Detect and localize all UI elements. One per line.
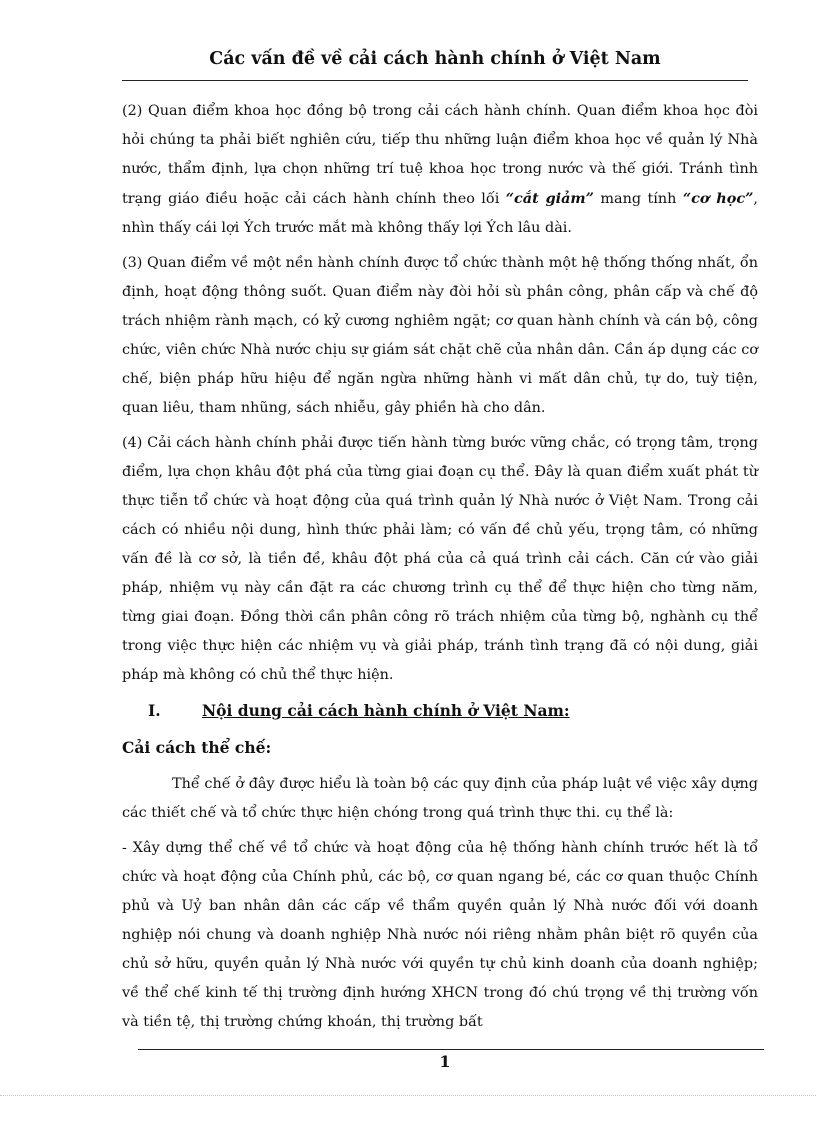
paragraph-3: (3) Quan điểm về một nền hành chính được tổ chức thành một hệ thống thống nhất, ổn định, hoạt động thông suốt. Quan điểm này đòi hỏi sù phân công, phân cấp và chế độ trách nhiệm rành mạch, có kỷ cương nghiêm ngặt; cơ quan hành chính và cán bộ, công chức, viên chức Nhà nước chịu sự giám sát chặt chẽ của nhân dân. Cần áp dụng các cơ chế, biện pháp hữu hiệu để ngăn ngừa những hành vi mất dân chủ, tự do, tuỳ tiện, quan liêu, tham nhũng, sách nhiễu, gây phiền hà cho dân.	[122, 255, 758, 416]
paragraph-2	[122, 97, 758, 243]
header-divider	[122, 80, 748, 81]
bullet-paragraph: - Xây dựng thể chế về tổ chức và hoạt động của hệ thống hành chính trước hết là tổ chức và hoạt động của Chính phủ, các bộ, cơ quan ngang bé, các cơ quan thuộc Chính phủ và Uỷ ban nhân dân các cấp về thẩm quyền quản lý Nhà nước đối với doanh nghiệp nói chung và doanh nghiệp Nhà nước nói riêng nhằm phân biệt rõ quyền của chủ sở hữu, quyền quản lý Nhà nước với quyền tự chủ kinh doanh của doanh nghiệp; về thể chế kinh tế thị trường định hướng XHCN trong đó chú trọng về thị trường vốn và tiền tệ, thị trường chứng khoán, thị trường bất	[122, 840, 758, 1030]
paragraph-4: (4) Cải cách hành chính phải được tiến hành từng bước vững chắc, có trọng tâm, trọng điểm, lựa chọn khâu đột phá của từng giai đoạn cụ thể. Đây là quan điểm xuất phát từ thực tiễn tổ chức và hoạt động của quá trình quản lý Nhà nước ở Việt Nam. Trong cải cách có nhiều nội dung, hình thức phải làm; có vấn đề chủ yếu, trọng tâm, có những vấn đề là cơ sở, là tiền đề, khâu đột phá của cả quá trình cải cách. Căn cứ vào giải pháp, nhiệm vụ này cần đặt ra các chương trình cụ thể để thực hiện cho từng năm, từng giai đoạn. Đồng thời cần phân công rõ trách nhiệm của từng bộ, nghành cụ thể trong việc thực hiện các nhiệm vụ và giải pháp, tránh tình trạng đã có nội dung, giải pháp mà không có chủ thể thực hiện.	[122, 435, 758, 683]
document-body	[122, 97, 758, 1043]
page-bottom-edge	[0, 1095, 816, 1096]
section-heading	[122, 696, 758, 725]
footer-divider	[138, 1049, 764, 1050]
section-title: Nội dung cải cách hành chính ở Việt Nam:	[202, 701, 570, 720]
paragraph-2-text-b: mang tính	[593, 191, 683, 207]
intro-paragraph: Thể chế ở đây được hiểu là toàn bộ các quy định của pháp luật về việc xây dựng các thiết chế và tổ chức thực hiện chóng trong quá trình thực thi. cụ thể là:	[122, 776, 758, 821]
page-number: 1	[439, 1052, 451, 1071]
emphasis-co-hoc: “cơ học”	[682, 190, 754, 207]
paragraph-2-text-c: , nhìn thấy cái lợi Ých trước mắt mà không thấy lợi Ých lâu dài.	[122, 191, 758, 236]
subsection-heading: Cải cách thể chế:	[122, 738, 272, 757]
page-header-title: Các vấn đề về cải cách hành chính ở Việt Nam	[209, 49, 661, 69]
section-number: I.	[148, 701, 161, 720]
paragraph-2-text-a: (2) Quan điểm khoa học đồng bộ trong cải cách hành chính. Quan điểm khoa học đòi hỏi chúng ta phải biết nghiên cứu, tiếp thu những luận điểm khoa học về quản lý Nhà nước, thẩm định, lựa chọn những trí tuệ khoa học trong nước và thế giới. Tránh tình trạng giáo điều hoặc cải cách hành chính theo lối	[122, 103, 758, 207]
emphasis-cat-giam: “cắt giảm”	[505, 190, 594, 207]
